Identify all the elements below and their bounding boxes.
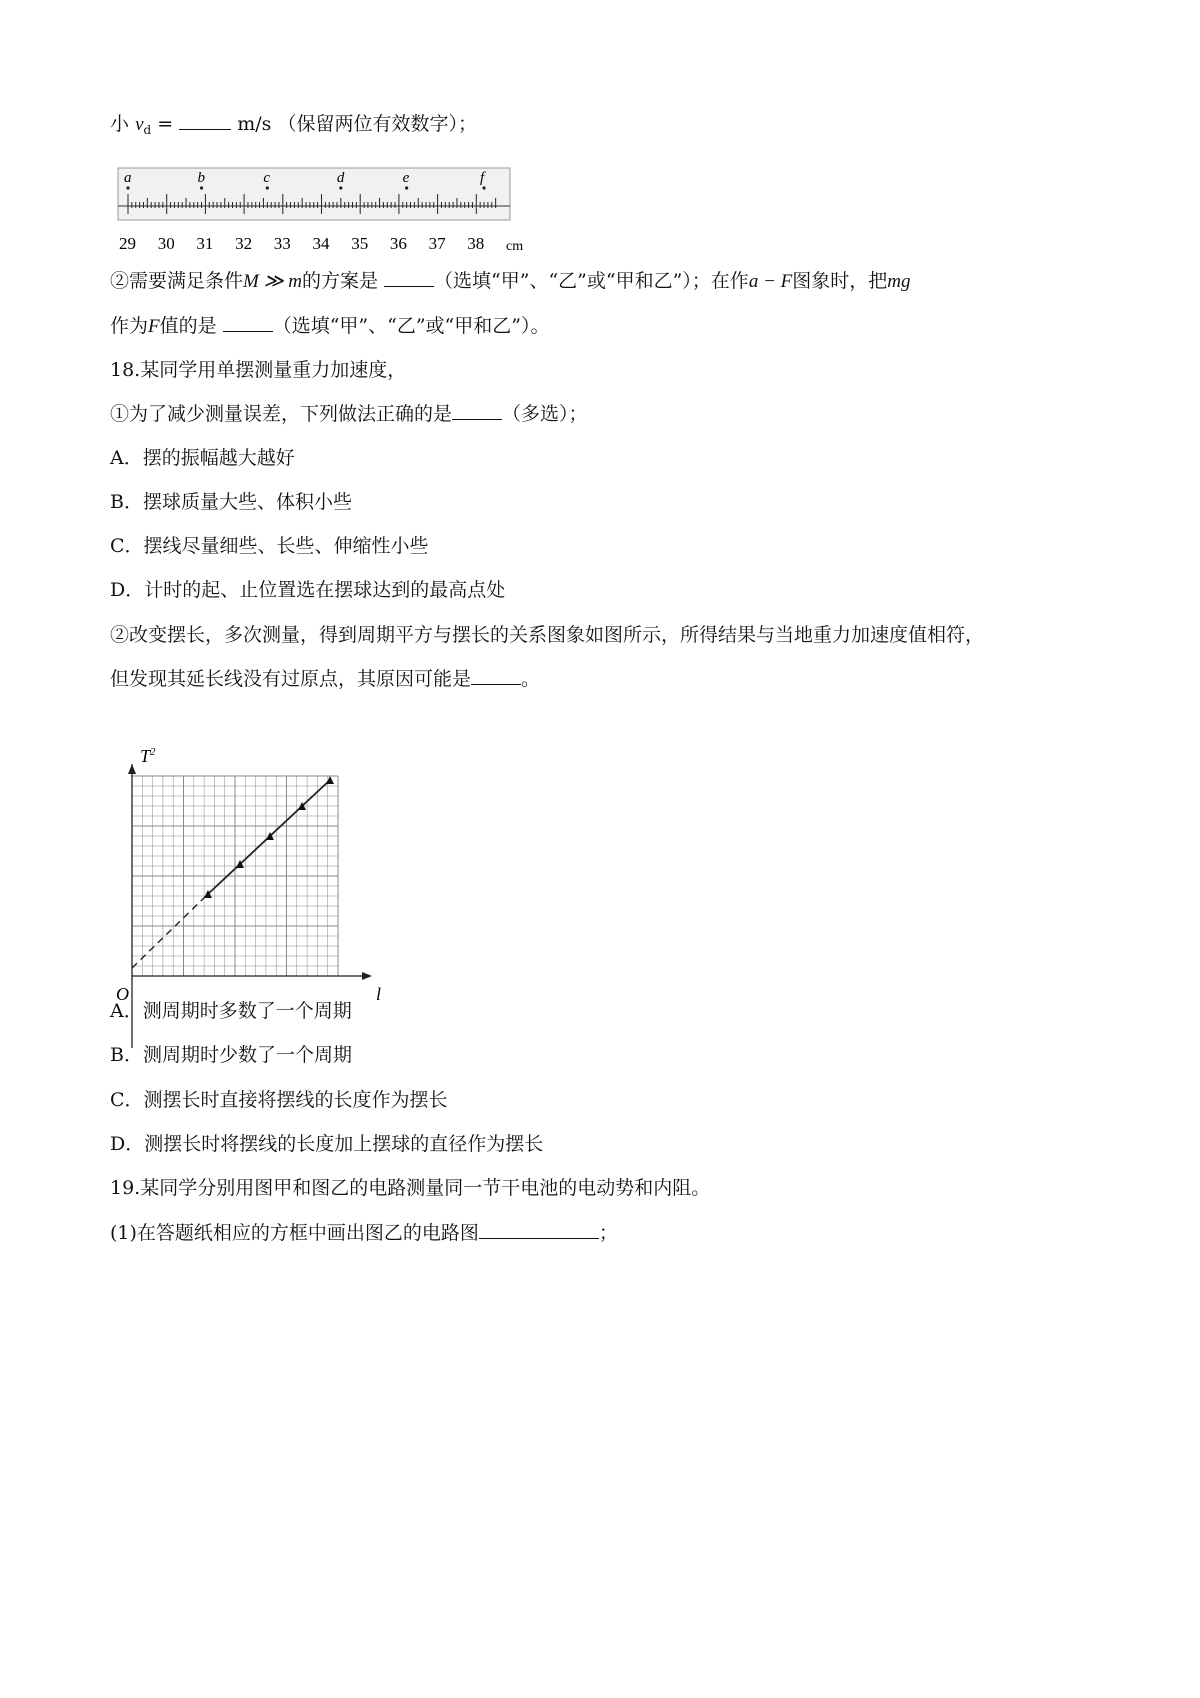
q17-condition-line: ②需要满足条件M ≫ m的方案是 （选填“甲”、“乙”或“甲和乙”）；在作a − F图象时，把mg [110, 270, 911, 292]
ruler-number: 30 [157, 234, 175, 253]
q19-part1: (1)在答题纸相应的方框中画出图乙的电路图 ； [110, 1222, 618, 1244]
ruler-number: 32 [235, 234, 253, 253]
ruler-number: 33 [273, 234, 291, 253]
ruler-point-dot [200, 186, 203, 189]
ruler-point-label: a [124, 170, 132, 186]
q19-stem: 19.某同学分别用图甲和图乙的电路测量同一节干电池的电动势和内阻。 [110, 1177, 711, 1199]
ruler-point-dot [126, 186, 129, 189]
q17-f-value-line: 作为F值的是 （选填“甲”、“乙”或“甲和乙”）。 [110, 315, 550, 337]
ruler-number: 37 [428, 234, 446, 253]
q18-part2-line1: ②改变摆长，多次测量，得到周期平方与摆长的关系图象如图所示，所得结果与当地重力加速度值相符， [110, 624, 985, 646]
q17-velocity-line: 小 $v_d = m/s$ （保留两位有效数字）； [110, 113, 477, 137]
q18-option-c: C．摆线尽量细些、长些、伸缩性小些 [110, 535, 429, 557]
ruler-point-label: e [402, 170, 410, 186]
q18-stem: 18.某同学用单摆测量重力加速度， [110, 359, 407, 381]
q18-option2-c: C．测摆长时直接将摆线的长度作为摆长 [110, 1089, 448, 1111]
q18-option-b: B．摆球质量大些、体积小些 [110, 491, 352, 513]
q18-option2-d: D．测摆长时将摆线的长度加上摆球的直径作为摆长 [110, 1133, 544, 1155]
q18-option-d: D．计时的起、止位置选在摆球达到的最高点处 [110, 579, 506, 601]
answer-blank[interactable] [179, 111, 231, 130]
x-axis-arrow [362, 972, 372, 980]
ruler-numbers [119, 234, 484, 253]
ruler-number: 36 [389, 234, 407, 253]
ruler-point-dot [339, 186, 342, 189]
q18-option2-a: A．测周期时多数了一个周期 [110, 1000, 352, 1022]
ruler-unit: cm [506, 239, 524, 254]
ruler-number: 35 [351, 234, 369, 253]
answer-blank[interactable] [223, 313, 273, 332]
ruler-point-dot [482, 186, 485, 189]
answer-blank[interactable] [471, 666, 521, 685]
q18-part1: ①为了减少测量误差，下列做法正确的是 （多选）； [110, 403, 588, 425]
ruler-point-label: b [197, 170, 206, 186]
ruler-point-label: c [263, 170, 270, 186]
answer-blank[interactable] [384, 268, 434, 287]
y-axis-label: $T^2$ [140, 746, 156, 766]
extension-dashed-line [132, 894, 208, 968]
ruler-number: 29 [119, 234, 136, 253]
x-axis-label: l [376, 984, 382, 1004]
data-point [326, 776, 334, 784]
answer-blank[interactable] [479, 1220, 599, 1239]
ruler-point-label: f [480, 170, 485, 186]
q18-part2-line2: 但发现其延长线没有过原点，其原因可能是 。 [110, 668, 541, 690]
origin-label: O [116, 984, 129, 1004]
ruler-number: 38 [467, 234, 485, 253]
y-axis-arrow [128, 764, 136, 774]
q18-option-a: A．摆的振幅越大越好 [110, 447, 295, 469]
ruler-point-dot [405, 186, 408, 189]
graph-grid [132, 776, 338, 976]
ruler-point-dot [266, 186, 269, 189]
answer-blank[interactable] [452, 401, 502, 420]
ruler-figure [118, 168, 538, 258]
ruler-number: 34 [312, 234, 330, 253]
ruler-point-label: d [336, 170, 345, 186]
q18-option2-b: B．测周期时少数了一个周期 [110, 1044, 352, 1066]
ruler-number: 31 [196, 234, 214, 253]
ruler-body [118, 168, 510, 220]
